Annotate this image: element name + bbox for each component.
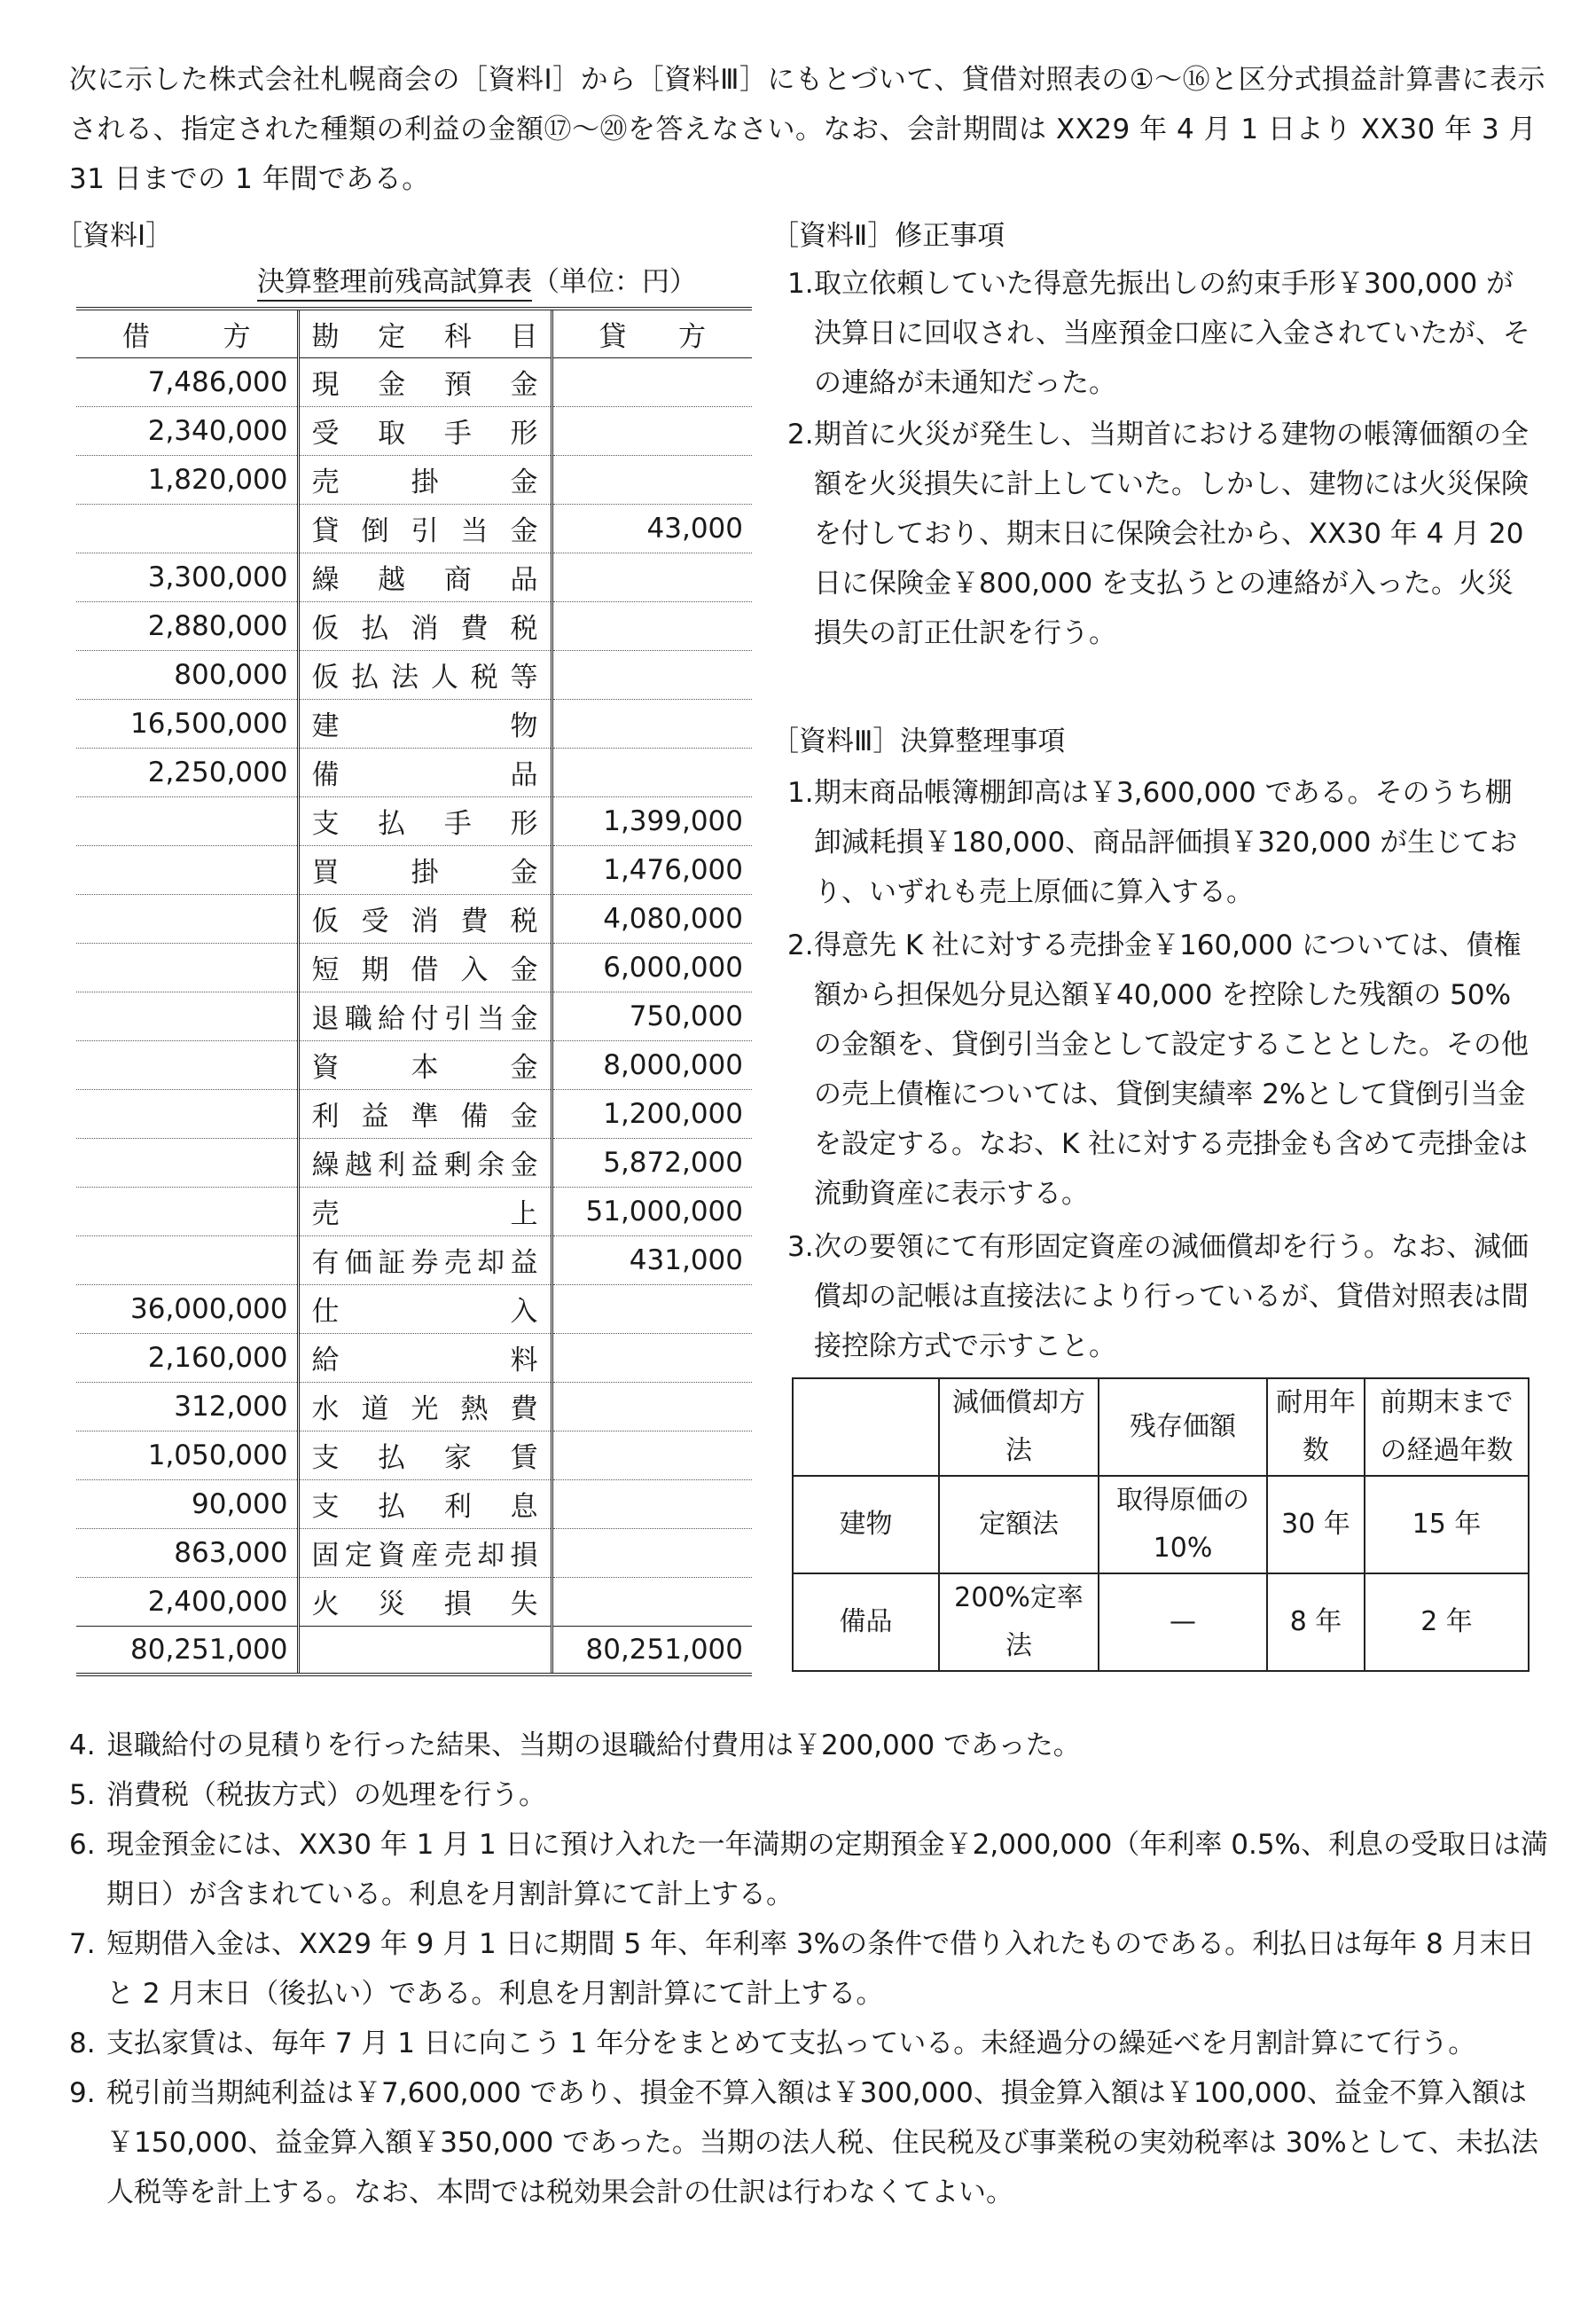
trial-balance-row xyxy=(76,943,752,992)
total-credit: 80,251,000 xyxy=(552,1626,752,1675)
account-name: 貸倒引当金 xyxy=(298,504,552,553)
header-credit: 貸方 xyxy=(552,309,752,357)
credit-amount xyxy=(552,1577,752,1626)
credit-amount xyxy=(552,699,752,748)
item-number: 2. xyxy=(787,419,814,451)
debit-amount: 1,050,000 xyxy=(76,1431,298,1479)
numbered-item xyxy=(69,1721,1559,1770)
trial-balance-unit: （単位：円） xyxy=(532,266,697,298)
account-name: 仮受消費税 xyxy=(298,894,552,943)
debit-amount: 2,250,000 xyxy=(76,748,298,796)
depreciation-header-cell: 残存価額 xyxy=(1099,1378,1267,1476)
credit-amount xyxy=(552,1431,752,1479)
debit-amount: 863,000 xyxy=(76,1528,298,1577)
depreciation-cell: — xyxy=(1099,1573,1267,1671)
account-name: 支払手形 xyxy=(298,796,552,845)
trial-balance-row xyxy=(76,1187,752,1235)
depreciation-cell: 定額法 xyxy=(939,1476,1099,1573)
trial-balance-row xyxy=(76,504,752,553)
credit-amount xyxy=(552,1479,752,1528)
account-name: 資本金 xyxy=(298,1040,552,1089)
account-name: 繰越利益剰余金 xyxy=(298,1138,552,1187)
trial-balance-row xyxy=(76,992,752,1040)
trial-balance-row xyxy=(76,1333,752,1382)
account-name: 建物 xyxy=(298,699,552,748)
numbered-item xyxy=(787,921,1532,1219)
trial-balance-row xyxy=(76,1577,752,1626)
item-text: 現金預金には、XX30 年 1 月 1 日に預け入れた一年満期の定期預金￥2,000,000（年利率 0.5%、利息の受取日は満期日）が含まれている。利息を月割計算にて計上する。 xyxy=(106,1829,1549,1910)
total-account-blank xyxy=(298,1626,552,1675)
item-text: 得意先 K 社に対する売掛金￥160,000 については、債権額から担保処分見込額￥40,000 を控除した残額の 50%の金額を、貸倒引当金として設定することとした。その他の売上債権については、貸倒実績率 2%として貸倒引当金を設定する。なお、K 社に対する売掛金も含めて売掛金は流動資産に表示する。 xyxy=(814,929,1529,1210)
credit-amount: 431,000 xyxy=(552,1235,752,1284)
item-text: 次の要領にて有形固定資産の減価償却を行う。なお、減価償却の記帳は直接法により行っているが、貸借対照表は間接控除方式で示すこと。 xyxy=(814,1231,1529,1362)
trial-balance-title xyxy=(257,259,697,299)
credit-amount: 43,000 xyxy=(552,504,752,553)
trial-balance-row xyxy=(76,845,752,894)
trial-balance-row xyxy=(76,1089,752,1138)
depreciation-row xyxy=(793,1573,1529,1671)
depreciation-row xyxy=(793,1476,1529,1573)
trial-balance-title-text: 決算整理前残高試算表 xyxy=(257,266,532,302)
trial-balance-row xyxy=(76,357,752,406)
depreciation-cell: 8 年 xyxy=(1267,1573,1365,1671)
header-account: 勘定科目 xyxy=(298,309,552,357)
credit-amount: 51,000,000 xyxy=(552,1187,752,1235)
credit-amount xyxy=(552,1528,752,1577)
debit-amount: 2,400,000 xyxy=(76,1577,298,1626)
account-name: 現金預金 xyxy=(298,357,552,406)
item-number: 1. xyxy=(787,777,814,809)
debit-amount: 3,300,000 xyxy=(76,553,298,601)
debit-amount xyxy=(76,504,298,553)
credit-amount xyxy=(552,650,752,699)
depreciation-cell: 建物 xyxy=(793,1476,939,1573)
account-name: 火災損失 xyxy=(298,1577,552,1626)
account-name: 利益準備金 xyxy=(298,1089,552,1138)
problem-intro: 次に示した株式会社札幌商会の［資料Ⅰ］から［資料Ⅲ］にもとづいて、貸借対照表の①〜⑯と区分式損益計算書に表示される、指定された種類の利益の金額⑰〜⑳を答えなさい。なお、会計期間は XX29 年 4 月 1 日より XX30 年 3 月 31 日までの 1 年間である。 xyxy=(69,64,1546,195)
item-number: 2. xyxy=(787,929,814,961)
debit-amount: 2,340,000 xyxy=(76,406,298,455)
total-debit: 80,251,000 xyxy=(76,1626,298,1675)
credit-amount: 6,000,000 xyxy=(552,943,752,992)
account-name: 備品 xyxy=(298,748,552,796)
account-name: 買掛金 xyxy=(298,845,552,894)
item-number: 8. xyxy=(69,2028,96,2059)
item-number: 9. xyxy=(69,2077,96,2109)
item-text: 支払家賃は、毎年 7 月 1 日に向こう 1 年分をまとめて支払っている。未経過分の繰延べを月割計算にて行う。 xyxy=(106,2028,1476,2059)
numbered-item xyxy=(69,1919,1559,2019)
account-name: 仮払消費税 xyxy=(298,601,552,650)
trial-balance-header xyxy=(76,309,752,357)
numbered-item xyxy=(787,259,1532,408)
account-name: 固定資産売却損 xyxy=(298,1528,552,1577)
credit-amount: 4,080,000 xyxy=(552,894,752,943)
trial-balance-row xyxy=(76,455,752,504)
numbered-item xyxy=(69,2068,1559,2217)
depreciation-header-cell: 耐用年数 xyxy=(1267,1378,1365,1476)
material-3-label: ［資料Ⅲ］決算整理事項 xyxy=(771,726,1066,757)
credit-amount: 5,872,000 xyxy=(552,1138,752,1187)
depreciation-cell: 200%定率法 xyxy=(939,1573,1099,1671)
item-number: 1. xyxy=(787,268,814,300)
account-name: 繰越商品 xyxy=(298,553,552,601)
depreciation-cell: 備品 xyxy=(793,1573,939,1671)
debit-amount: 1,820,000 xyxy=(76,455,298,504)
depreciation-header-cell: 前期末までの経過年数 xyxy=(1365,1378,1529,1476)
account-name: 短期借入金 xyxy=(298,943,552,992)
trial-balance-row xyxy=(76,1528,752,1577)
account-name: 受取手形 xyxy=(298,406,552,455)
depreciation-cell: 30 年 xyxy=(1267,1476,1365,1573)
depreciation-cell: 15 年 xyxy=(1365,1476,1529,1573)
credit-amount: 8,000,000 xyxy=(552,1040,752,1089)
trial-balance-row xyxy=(76,650,752,699)
debit-amount: 2,160,000 xyxy=(76,1333,298,1382)
account-name: 退職給付引当金 xyxy=(298,992,552,1040)
debit-amount: 16,500,000 xyxy=(76,699,298,748)
debit-amount: 312,000 xyxy=(76,1382,298,1431)
debit-amount: 36,000,000 xyxy=(76,1284,298,1333)
item-number: 7. xyxy=(69,1928,96,1960)
trial-balance-row xyxy=(76,894,752,943)
account-name: 売掛金 xyxy=(298,455,552,504)
credit-amount xyxy=(552,748,752,796)
trial-balance-table xyxy=(76,307,752,1676)
credit-amount xyxy=(552,601,752,650)
account-name: 仮払法人税等 xyxy=(298,650,552,699)
item-number: 6. xyxy=(69,1829,96,1861)
debit-amount xyxy=(76,1138,298,1187)
numbered-item xyxy=(69,2019,1559,2068)
material-3-more-items xyxy=(69,1721,1559,2217)
credit-amount xyxy=(552,1382,752,1431)
credit-amount xyxy=(552,357,752,406)
credit-amount xyxy=(552,553,752,601)
depreciation-cell: 取得原価の 10% xyxy=(1099,1476,1267,1573)
item-number: 5. xyxy=(69,1779,96,1811)
trial-balance-row xyxy=(76,1040,752,1089)
credit-amount: 1,200,000 xyxy=(552,1089,752,1138)
account-name: 支払利息 xyxy=(298,1479,552,1528)
credit-amount xyxy=(552,1284,752,1333)
trial-balance-row xyxy=(76,699,752,748)
depreciation-header-cell: 減価償却方法 xyxy=(939,1378,1099,1476)
credit-amount: 750,000 xyxy=(552,992,752,1040)
debit-amount xyxy=(76,894,298,943)
item-text: 期末商品帳簿棚卸高は￥3,600,000 である。そのうち棚卸減耗損￥180,000、商品評価損￥320,000 が生じており、いずれも売上原価に算入する。 xyxy=(814,777,1518,908)
numbered-item xyxy=(69,1770,1559,1820)
account-name: 有価証券売却益 xyxy=(298,1235,552,1284)
account-name: 売上 xyxy=(298,1187,552,1235)
debit-amount: 90,000 xyxy=(76,1479,298,1528)
debit-amount xyxy=(76,943,298,992)
account-name: 支払家賃 xyxy=(298,1431,552,1479)
credit-amount: 1,476,000 xyxy=(552,845,752,894)
depreciation-cell: 2 年 xyxy=(1365,1573,1529,1671)
debit-amount xyxy=(76,992,298,1040)
numbered-item xyxy=(787,1222,1532,1371)
debit-amount: 800,000 xyxy=(76,650,298,699)
material-1-label: ［資料Ⅰ］ xyxy=(55,220,174,252)
credit-amount: 1,399,000 xyxy=(552,796,752,845)
trial-balance-row xyxy=(76,1431,752,1479)
item-text: 消費税（税抜方式）の処理を行う。 xyxy=(106,1779,546,1811)
trial-balance-row xyxy=(76,553,752,601)
trial-balance-row xyxy=(76,1382,752,1431)
debit-amount xyxy=(76,1040,298,1089)
depreciation-header-row xyxy=(793,1378,1529,1476)
depreciation-header-cell xyxy=(793,1378,939,1476)
trial-balance-row xyxy=(76,601,752,650)
material-2-label: ［資料Ⅱ］修正事項 xyxy=(771,220,1005,252)
debit-amount xyxy=(76,1089,298,1138)
item-text: 取立依頼していた得意先振出しの約束手形￥300,000 が決算日に回収され、当座預金口座に入金されていたが、その連絡が未通知だった。 xyxy=(814,268,1530,399)
credit-amount xyxy=(552,406,752,455)
trial-balance-row xyxy=(76,1479,752,1528)
item-number: 4. xyxy=(69,1730,96,1761)
depreciation-table xyxy=(792,1377,1530,1672)
item-text: 短期借入金は、XX29 年 9 月 1 日に期間 5 年、年利率 3%の条件で借り入れたものである。利払日は毎年 8 月末日と 2 月末日（後払い）である。利息を月割計算にて計上する。 xyxy=(106,1928,1535,2010)
item-text: 期首に火災が発生し、当期首における建物の帳簿価額の全額を火災損失に計上していた。しかし、建物には火災保険を付しており、期末日に保険会社から、XX30 年 4 月 20 日に保険金￥800,000 を支払うとの連絡が入った。火災損失の訂正仕訳を行う。 xyxy=(814,419,1529,649)
trial-balance-row xyxy=(76,748,752,796)
credit-amount xyxy=(552,455,752,504)
debit-amount xyxy=(76,1235,298,1284)
trial-balance-row xyxy=(76,796,752,845)
account-name: 仕入 xyxy=(298,1284,552,1333)
debit-amount: 2,880,000 xyxy=(76,601,298,650)
item-number: 3. xyxy=(787,1231,814,1263)
header-debit: 借方 xyxy=(76,309,298,357)
item-text: 退職給付の見積りを行った結果、当期の退職給付費用は￥200,000 であった。 xyxy=(106,1730,1081,1761)
numbered-item xyxy=(787,768,1532,917)
trial-balance-row xyxy=(76,1235,752,1284)
debit-amount xyxy=(76,1187,298,1235)
trial-balance-row xyxy=(76,1284,752,1333)
numbered-item xyxy=(69,1820,1559,1919)
debit-amount xyxy=(76,796,298,845)
credit-amount xyxy=(552,1333,752,1382)
account-name: 水道光熱費 xyxy=(298,1382,552,1431)
debit-amount: 7,486,000 xyxy=(76,357,298,406)
debit-amount xyxy=(76,845,298,894)
numbered-item xyxy=(787,410,1532,658)
item-text: 税引前当期純利益は￥7,600,000 であり、損金不算入額は￥300,000、損金算入額は￥100,000、益金不算入額は￥150,000、益金算入額￥350,000 であった。当期の法人税、住民税及び事業税の実効税率は 30%として、未払法人税等を計上する。なお、本問では税効果会計の仕訳は行わなくてよい。 xyxy=(106,2077,1539,2208)
account-name: 給料 xyxy=(298,1333,552,1382)
trial-balance-total-row xyxy=(76,1626,752,1675)
trial-balance-row xyxy=(76,406,752,455)
trial-balance-row xyxy=(76,1138,752,1187)
